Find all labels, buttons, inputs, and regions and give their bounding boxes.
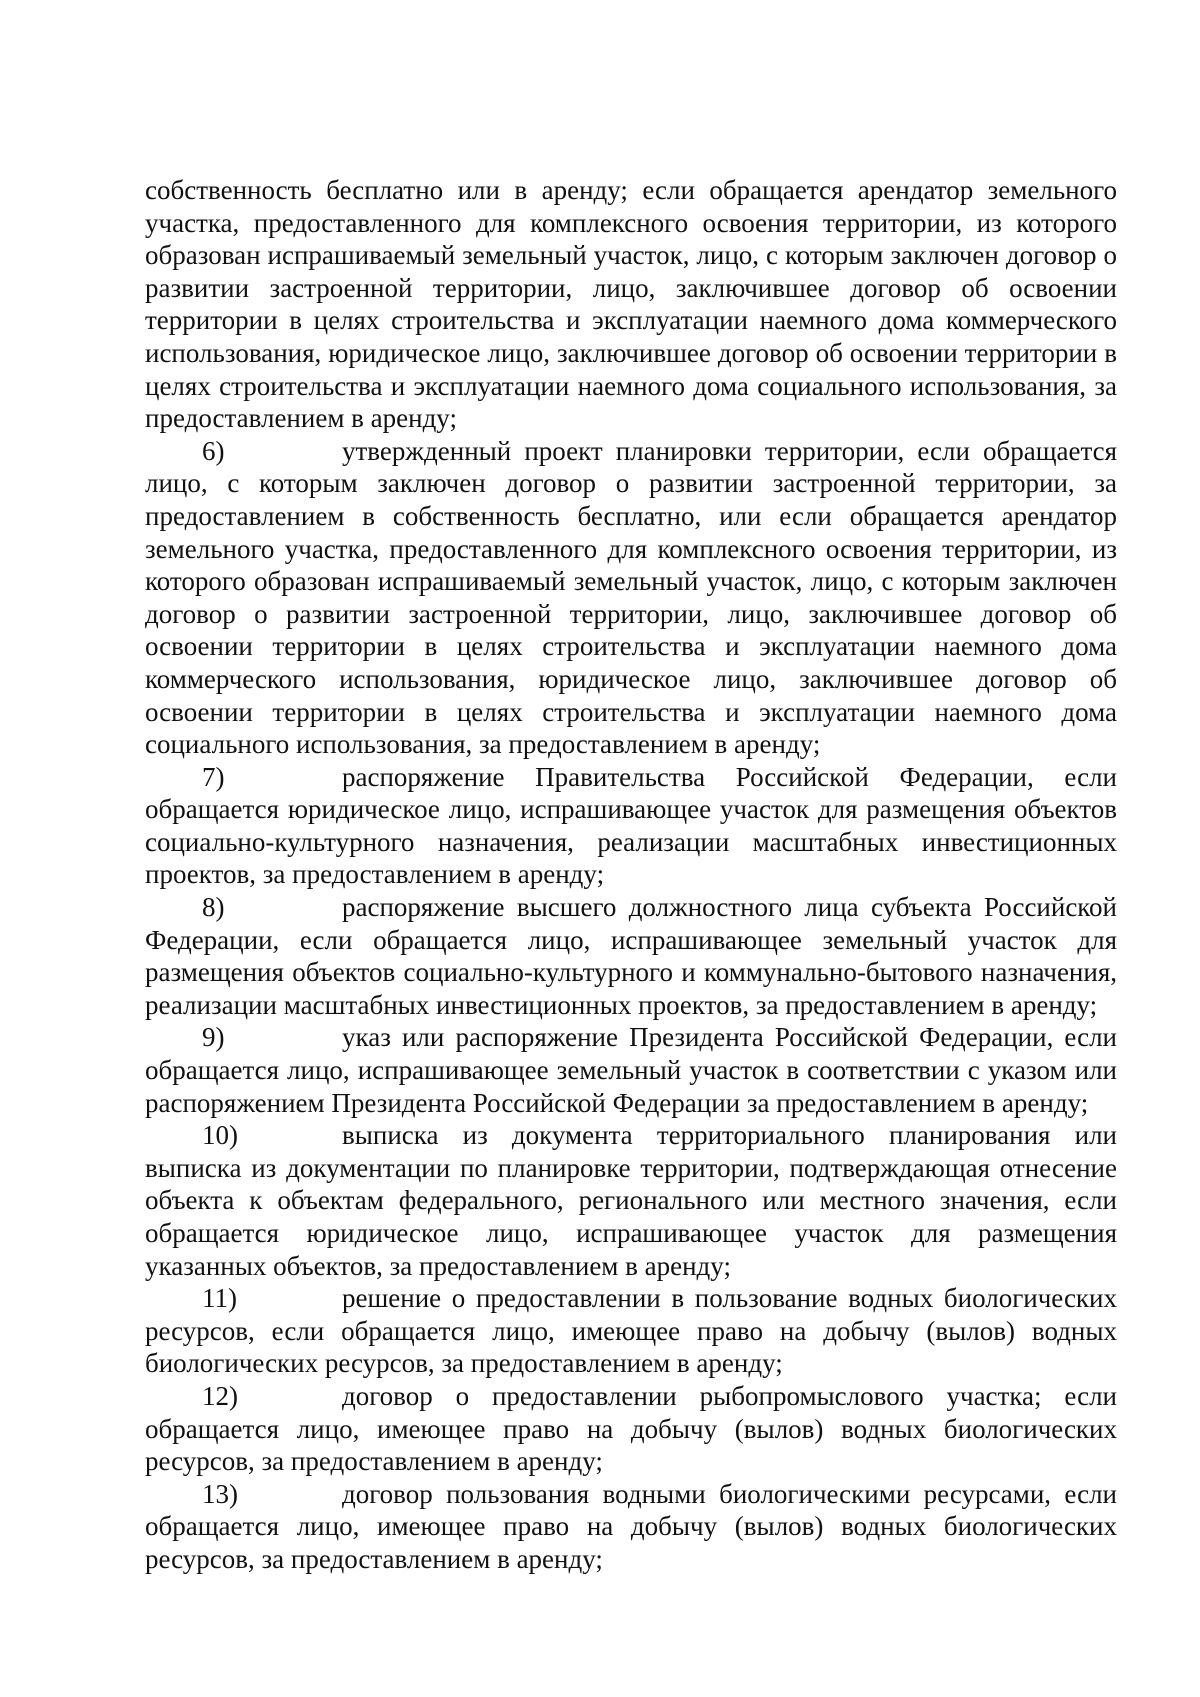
item-text: договор пользования водными биологическими ресурсами, если обращается лицо, имеющее право на добычу (вылов) водных биологических ресурсов, за предоставлением в аренду; [145, 1478, 1117, 1574]
item-number: 9) [202, 1022, 225, 1053]
item-text: решение о предоставлении в пользование водных биологических ресурсов, если обращается лицо, имеющее право на добычу (вылов) водных биологических ресурсов, за предоставлением в аренду; [145, 1283, 1117, 1379]
item-text: выписка из документа территориального планирования или выписка из документации по планировке территории, подтверждающая отнесение объекта к объектам федерального, регионального или местного значения, если обращается юридическое лицо, испрашивающее участок для размещения указанных объектов, за предоставлением в аренду; [145, 1120, 1117, 1281]
list-item-7 [145, 761, 1117, 891]
list-item-11 [145, 1282, 1117, 1380]
list-item-12 [145, 1380, 1117, 1478]
item-number: 6) [202, 435, 225, 466]
item-text: указ или распоряжение Президента Российской Федерации, если обращается лицо, испрашивающее земельный участок в соответствии с указом или распоряжением Президента Российской Федерации за предоставлением в аренду; [145, 1022, 1117, 1118]
item-number: 13) [202, 1478, 238, 1509]
item-number: 8) [202, 892, 225, 923]
list-item-13 [145, 1478, 1117, 1576]
list-item-10 [145, 1119, 1117, 1282]
item-number: 7) [202, 761, 225, 792]
item-number: 10) [202, 1120, 238, 1151]
document-page [145, 174, 1117, 1576]
list-item-9 [145, 1021, 1117, 1119]
list-item-6 [145, 435, 1117, 761]
item-number: 12) [202, 1380, 238, 1411]
item-text: распоряжение Правительства Российской Федерации, если обращается юридическое лицо, испрашивающее участок для размещения объектов социально-культурного назначения, реализации масштабных инвестиционных проектов, за предоставлением в аренду; [145, 761, 1117, 890]
lead-paragraph: собственность бесплатно или в аренду; если обращается арендатор земельного участка, предоставленного для комплексного освоения территории, из которого образован испрашиваемый земельный участок, лицо, с которым заключен договор о развитии застроенной территории, лицо, заключившее договор об освоении территории в целях строительства и эксплуатации наемного дома коммерческого использования, юридическое лицо, заключившее договор об освоении территории в целях строительства и эксплуатации наемного дома социального использования, за предоставлением в аренду; [145, 175, 1117, 434]
item-text: распоряжение высшего должностного лица субъекта Российской Федерации, если обращается лицо, испрашивающее земельный участок для размещения объектов социально-культурного и коммунально-бытового назначения, реализации масштабных инвестиционных проектов, за предоставлением в аренду; [145, 892, 1117, 1020]
item-text: договор о предоставлении рыбопромыслового участка; если обращается лицо, имеющее право на добычу (вылов) водных биологических ресурсов, за предоставлением в аренду; [145, 1380, 1117, 1477]
list-item-8 [145, 891, 1117, 1021]
item-text: утвержденный проект планировки территории, если обращается лицо, с которым заключен договор о развитии застроенной территории, за предоставлением в собственность бесплатно, или если обращается арендатор земельного участка, предоставленного для комплексного освоения территории, из которого образован испрашиваемый земельный участок, лицо, с которым заключен договор о развитии застроенной территории, лицо, заключившее договор об освоении территории в целях строительства и эксплуатации наемного дома коммерческого использования, юридическое лицо, заключившее договор об освоении территории в целях строительства и эксплуатации наемного дома социального использования, за предоставлением в аренду; [145, 435, 1117, 760]
item-number: 11) [202, 1283, 237, 1314]
